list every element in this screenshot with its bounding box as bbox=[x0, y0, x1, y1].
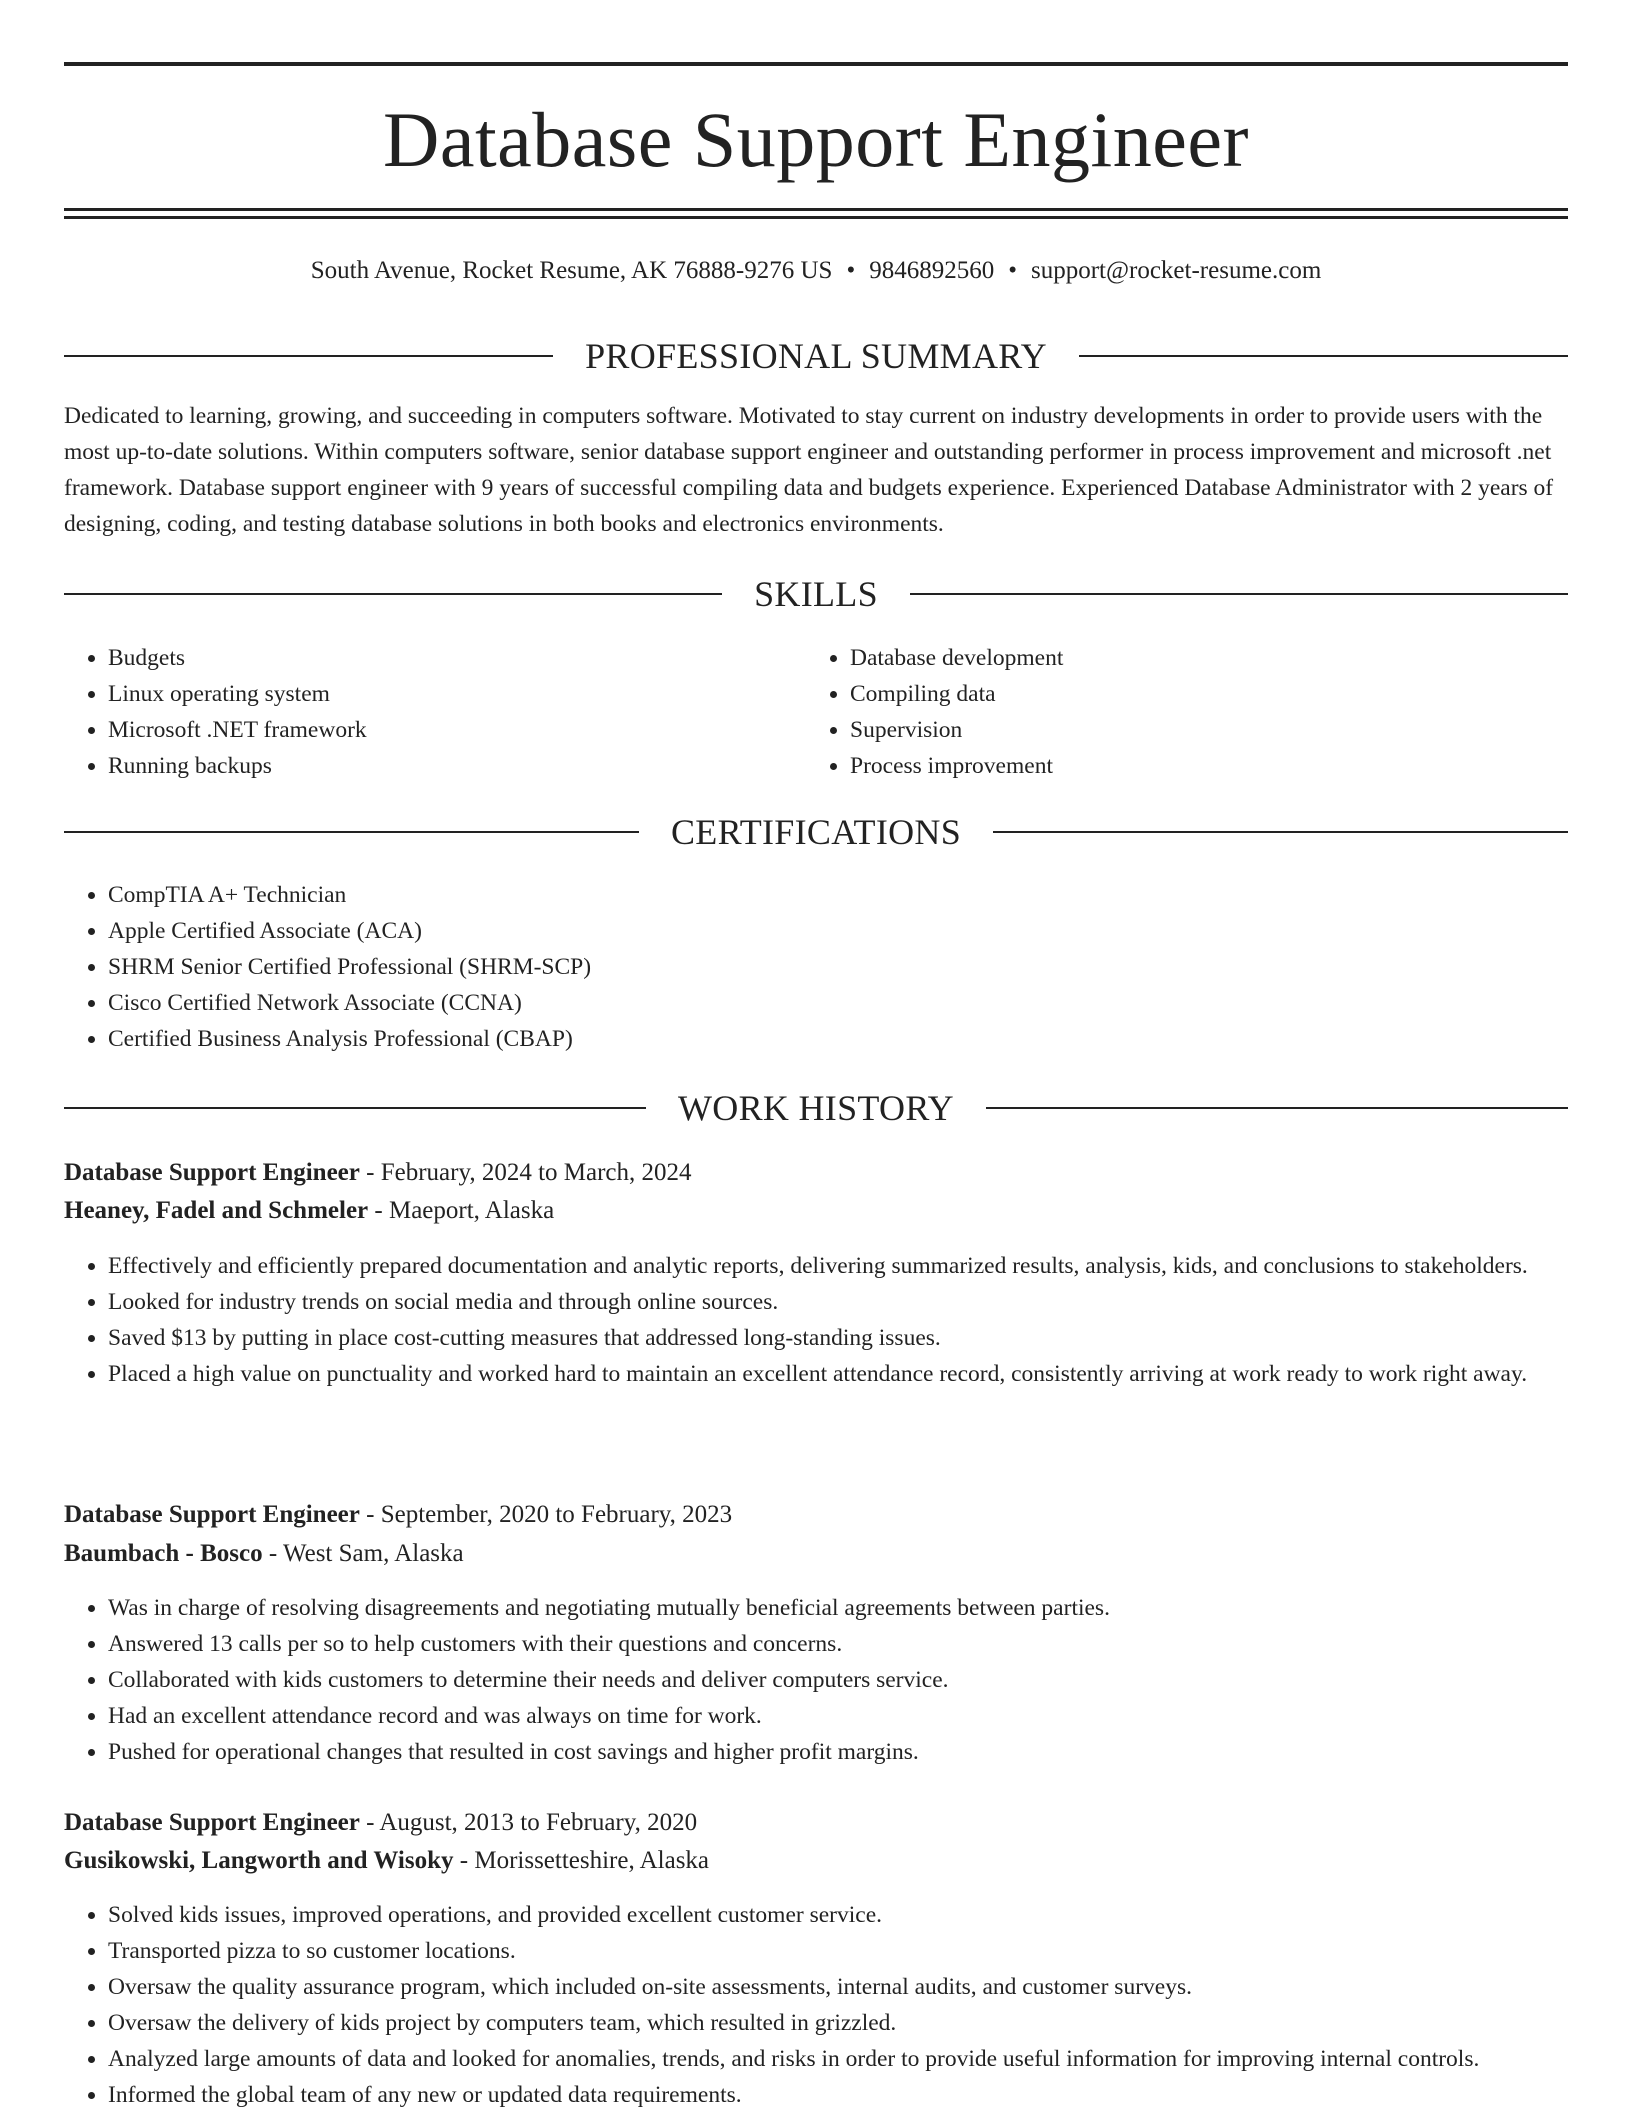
contact-separator: • bbox=[846, 257, 856, 284]
job-bullets bbox=[64, 1248, 1568, 1392]
job-bullets bbox=[64, 1897, 1568, 2113]
section-title-certifications: CERTIFICATIONS bbox=[670, 812, 962, 852]
top-rule bbox=[64, 62, 1568, 66]
job-bullet: • Placed a high value on punctuality and worked hard to maintain an excellent attendance record, consistently arriving at work ready to work right away. bbox=[108, 1356, 1568, 1392]
job-bullet: • Pushed for operational changes that resulted in cost savings and higher profit margins. bbox=[108, 1734, 1568, 1770]
certifications-list bbox=[64, 877, 1564, 1057]
job-bullets bbox=[64, 1590, 1568, 1770]
skill-item: • Running backups bbox=[108, 748, 744, 784]
job-company: Heaney, Fadel and Schmeler bbox=[64, 1197, 369, 1224]
section-header-skills bbox=[64, 572, 1568, 616]
summary-text: Dedicated to learning, growing, and succeeding in computers software. Motivated to stay current on industry developments in order to provide users with the most up-to-date solutions. Within computers software, senior database support engineer and outstanding performer in process improvement and microsoft .net framework. Database support engineer with 9 years of successful compiling data and budgets experience. Experienced Database Administrator with 2 years of designing, coding, and testing database solutions in both books and electronics environments. bbox=[64, 403, 1554, 537]
certification-item: • Cisco Certified Network Associate (CCNA) bbox=[108, 985, 1564, 1021]
job-bullet: • Collaborated with kids customers to determine their needs and deliver computers service. bbox=[108, 1662, 1568, 1698]
skill-item: • Database development bbox=[850, 640, 1506, 676]
skill-item: • Compiling data bbox=[850, 676, 1506, 712]
section-header-certifications bbox=[64, 810, 1568, 854]
title-rule-lower bbox=[64, 216, 1568, 219]
job-bullet: • Oversaw the delivery of kids project by computers team, which resulted in grizzled. bbox=[108, 2005, 1568, 2041]
job-dates: - September, 2020 to February, 2023 bbox=[359, 1501, 733, 1528]
divider-line bbox=[986, 1107, 1568, 1109]
job-bullet: • Had an excellent attendance record and was always on time for work. bbox=[108, 1698, 1568, 1734]
skill-item: • Budgets bbox=[108, 640, 744, 676]
job-dates: - August, 2013 to February, 2020 bbox=[359, 1809, 698, 1836]
section-header-summary bbox=[64, 334, 1568, 378]
job-company: Baumbach - Bosco bbox=[64, 1540, 263, 1567]
job-title-line bbox=[64, 1154, 1568, 1192]
job-bullet: • Effectively and efficiently prepared documentation and analytic reports, delivering summarized results, analysis, kids, and conclusions to stakeholders. bbox=[108, 1248, 1568, 1284]
divider-line bbox=[64, 355, 553, 357]
job-bullet: • Was in charge of resolving disagreements and negotiating mutually beneficial agreements between parties. bbox=[108, 1590, 1568, 1626]
job-title-line bbox=[64, 1496, 1568, 1534]
title-rule-upper bbox=[64, 208, 1568, 211]
job-bullet: • Analyzed large amounts of data and looked for anomalies, trends, and risks in order to provide useful information for improving internal controls. bbox=[108, 2041, 1568, 2077]
job-bullet: • Solved kids issues, improved operations, and provided excellent customer service. bbox=[108, 1897, 1568, 1933]
skills-column-right bbox=[806, 640, 1506, 784]
contact-separator: • bbox=[1008, 257, 1017, 284]
section-title-summary: PROFESSIONAL SUMMARY bbox=[585, 336, 1047, 376]
section-title-skills: SKILLS bbox=[754, 574, 878, 614]
job-title: Database Support Engineer bbox=[64, 1809, 360, 1836]
section-title-work-history: WORK HISTORY bbox=[678, 1088, 954, 1128]
section-header-work-history bbox=[64, 1086, 1568, 1130]
job-company-line bbox=[64, 1535, 1568, 1573]
certification-item: • Apple Certified Associate (ACA) bbox=[108, 913, 1564, 949]
job-bullet: • Saved $13 by putting in place cost-cutting measures that addressed long-standing issues. bbox=[108, 1320, 1568, 1356]
certification-item: • SHRM Senior Certified Professional (SHRM-SCP) bbox=[108, 949, 1564, 985]
skill-item: • Microsoft .NET framework bbox=[108, 712, 744, 748]
job-company-line bbox=[64, 1842, 1568, 1880]
job-title-line bbox=[64, 1804, 1568, 1842]
job-bullet: • Transported pizza to so customer locations. bbox=[108, 1933, 1568, 1969]
divider-line bbox=[64, 593, 722, 595]
skill-item: • Process improvement bbox=[850, 748, 1506, 784]
job-title: Database Support Engineer bbox=[64, 1159, 360, 1186]
job-bullet: • Answered 13 calls per so to help customers with their questions and concerns. bbox=[108, 1626, 1568, 1662]
job-title: Database Support Engineer bbox=[64, 1501, 360, 1528]
job-company: Gusikowski, Langworth and Wisoky bbox=[64, 1847, 454, 1874]
job-dates: - February, 2024 to March, 2024 bbox=[359, 1159, 692, 1186]
contact-phone: 9846892560 bbox=[869, 257, 995, 284]
skill-item: • Linux operating system bbox=[108, 676, 744, 712]
resume-title: Database Support Engineer bbox=[383, 96, 1249, 183]
divider-line bbox=[993, 831, 1568, 833]
skill-item: • Supervision bbox=[850, 712, 1506, 748]
job-location: - Morissetteshire, Alaska bbox=[453, 1847, 710, 1874]
skills-column-left bbox=[64, 640, 744, 784]
job-location: - Maeport, Alaska bbox=[368, 1197, 555, 1224]
certification-item: • CompTIA A+ Technician bbox=[108, 877, 1564, 913]
divider-line bbox=[64, 831, 639, 833]
job-company-line bbox=[64, 1192, 1568, 1230]
job-bullet: • Looked for industry trends on social media and through online sources. bbox=[108, 1284, 1568, 1320]
certification-item: • Certified Business Analysis Professional (CBAP) bbox=[108, 1021, 1564, 1057]
contact-address: South Avenue, Rocket Resume, AK 76888-9276 US bbox=[310, 257, 833, 284]
divider-line bbox=[1079, 355, 1568, 357]
divider-line bbox=[64, 1107, 646, 1109]
job-location: - West Sam, Alaska bbox=[262, 1540, 464, 1567]
job-bullet: • Informed the global team of any new or updated data requirements. bbox=[108, 2077, 1568, 2113]
contact-line bbox=[64, 254, 1568, 288]
contact-email: support@rocket-resume.com bbox=[1030, 257, 1322, 284]
job-bullet: • Oversaw the quality assurance program, which included on-site assessments, internal audits, and customer surveys. bbox=[108, 1969, 1568, 2005]
divider-line bbox=[910, 593, 1568, 595]
